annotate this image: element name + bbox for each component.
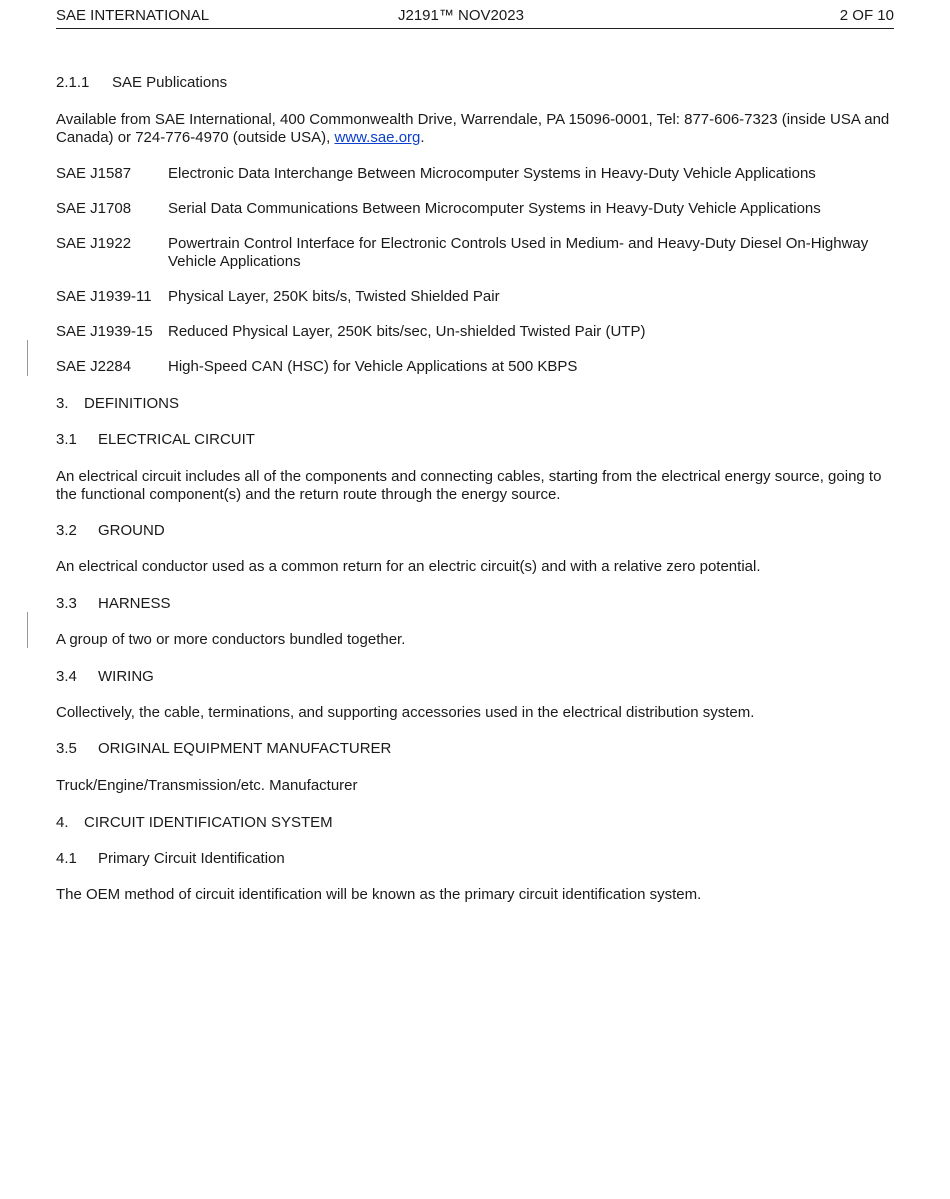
- section-heading-4: [56, 814, 894, 832]
- reference-title: Reduced Physical Layer, 250K bits/sec, Un-shielded Twisted Pair (UTP): [168, 323, 646, 340]
- definition-text: An electrical conductor used as a common return for an electric circuit(s) and with a relative zero potential.: [56, 558, 761, 575]
- section-heading-4-1: [56, 850, 894, 868]
- page-header: [56, 7, 894, 29]
- availability-paragraph: [56, 111, 894, 147]
- revision-change-bar: [27, 612, 28, 648]
- section-title: DEFINITIONS: [84, 395, 180, 412]
- header-page-number: 2 OF 10: [839, 7, 894, 24]
- definition-heading: [56, 431, 894, 449]
- section-title: CIRCUIT IDENTIFICATION SYSTEM: [84, 814, 333, 831]
- reference-id: SAE J1708: [56, 200, 132, 217]
- reference-title: Powertrain Control Interface for Electronic Controls Used in Medium- and Heavy-Duty Diesel On-Highway Vehicle Applications: [168, 235, 869, 270]
- definition-title: WIRING: [98, 668, 154, 685]
- reference-id: SAE J1939-15: [56, 323, 153, 340]
- reference-title: Physical Layer, 250K bits/s, Twisted Shielded Pair: [168, 288, 500, 305]
- section-text: The OEM method of circuit identification will be known as the primary circuit identification system.: [56, 886, 702, 903]
- definition-number: 3.2: [56, 522, 77, 539]
- header-organization: SAE INTERNATIONAL: [56, 7, 210, 24]
- reference-id: SAE J2284: [56, 358, 132, 375]
- availability-text: Available from SAE International, 400 Commonwealth Drive, Warrendale, PA 15096-0001, Tel: 877-606-7323 (inside USA and Canada) or 724-776-4970 (outside USA),: [56, 111, 890, 146]
- definition-number: 3.5: [56, 740, 77, 757]
- section-heading-3: [56, 395, 894, 413]
- section-title: Primary Circuit Identification: [98, 850, 285, 867]
- reference-id: SAE J1922: [56, 235, 132, 252]
- definition-title: HARNESS: [98, 595, 171, 612]
- definition-number: 3.1: [56, 431, 77, 448]
- definition-title: ORIGINAL EQUIPMENT MANUFACTURER: [98, 740, 392, 757]
- definition-number: 3.4: [56, 668, 77, 685]
- reference-id: SAE J1587: [56, 165, 132, 182]
- definition-text: An electrical circuit includes all of the components and connecting cables, starting from the electrical energy source, going to the functional component(s) and the return route through the energy source.: [56, 468, 882, 503]
- availability-end: .: [420, 129, 425, 146]
- section-number: 3.: [56, 395, 69, 412]
- definition-title: GROUND: [98, 522, 165, 539]
- section-number: 4.1: [56, 850, 77, 867]
- definition-text: Truck/Engine/Transmission/etc. Manufacturer: [56, 777, 358, 794]
- reference-title: Electronic Data Interchange Between Microcomputer Systems in Heavy-Duty Vehicle Applications: [168, 165, 816, 182]
- header-document-id: J2191™ NOV2023: [398, 7, 524, 24]
- section-number: 2.1.1: [56, 74, 90, 91]
- definition-heading: [56, 668, 894, 686]
- definition-text: A group of two or more conductors bundled together.: [56, 631, 406, 648]
- reference-title: Serial Data Communications Between Microcomputer Systems in Heavy-Duty Vehicle Applications: [168, 200, 821, 217]
- definition-title: ELECTRICAL CIRCUIT: [98, 431, 255, 448]
- section-title: SAE Publications: [112, 74, 228, 91]
- definition-number: 3.3: [56, 595, 77, 612]
- definition-text: Collectively, the cable, terminations, and supporting accessories used in the electrical distribution system.: [56, 704, 755, 721]
- section-heading-2-1-1: [56, 74, 894, 92]
- reference-title: High-Speed CAN (HSC) for Vehicle Applications at 500 KBPS: [168, 358, 578, 375]
- revision-change-bar: [27, 340, 28, 376]
- definition-heading: [56, 522, 894, 540]
- definition-heading: [56, 740, 894, 758]
- reference-id: SAE J1939-11: [56, 288, 152, 305]
- definition-heading: [56, 595, 894, 613]
- sae-website-link[interactable]: www.sae.org: [334, 129, 421, 146]
- section-number: 4.: [56, 814, 69, 831]
